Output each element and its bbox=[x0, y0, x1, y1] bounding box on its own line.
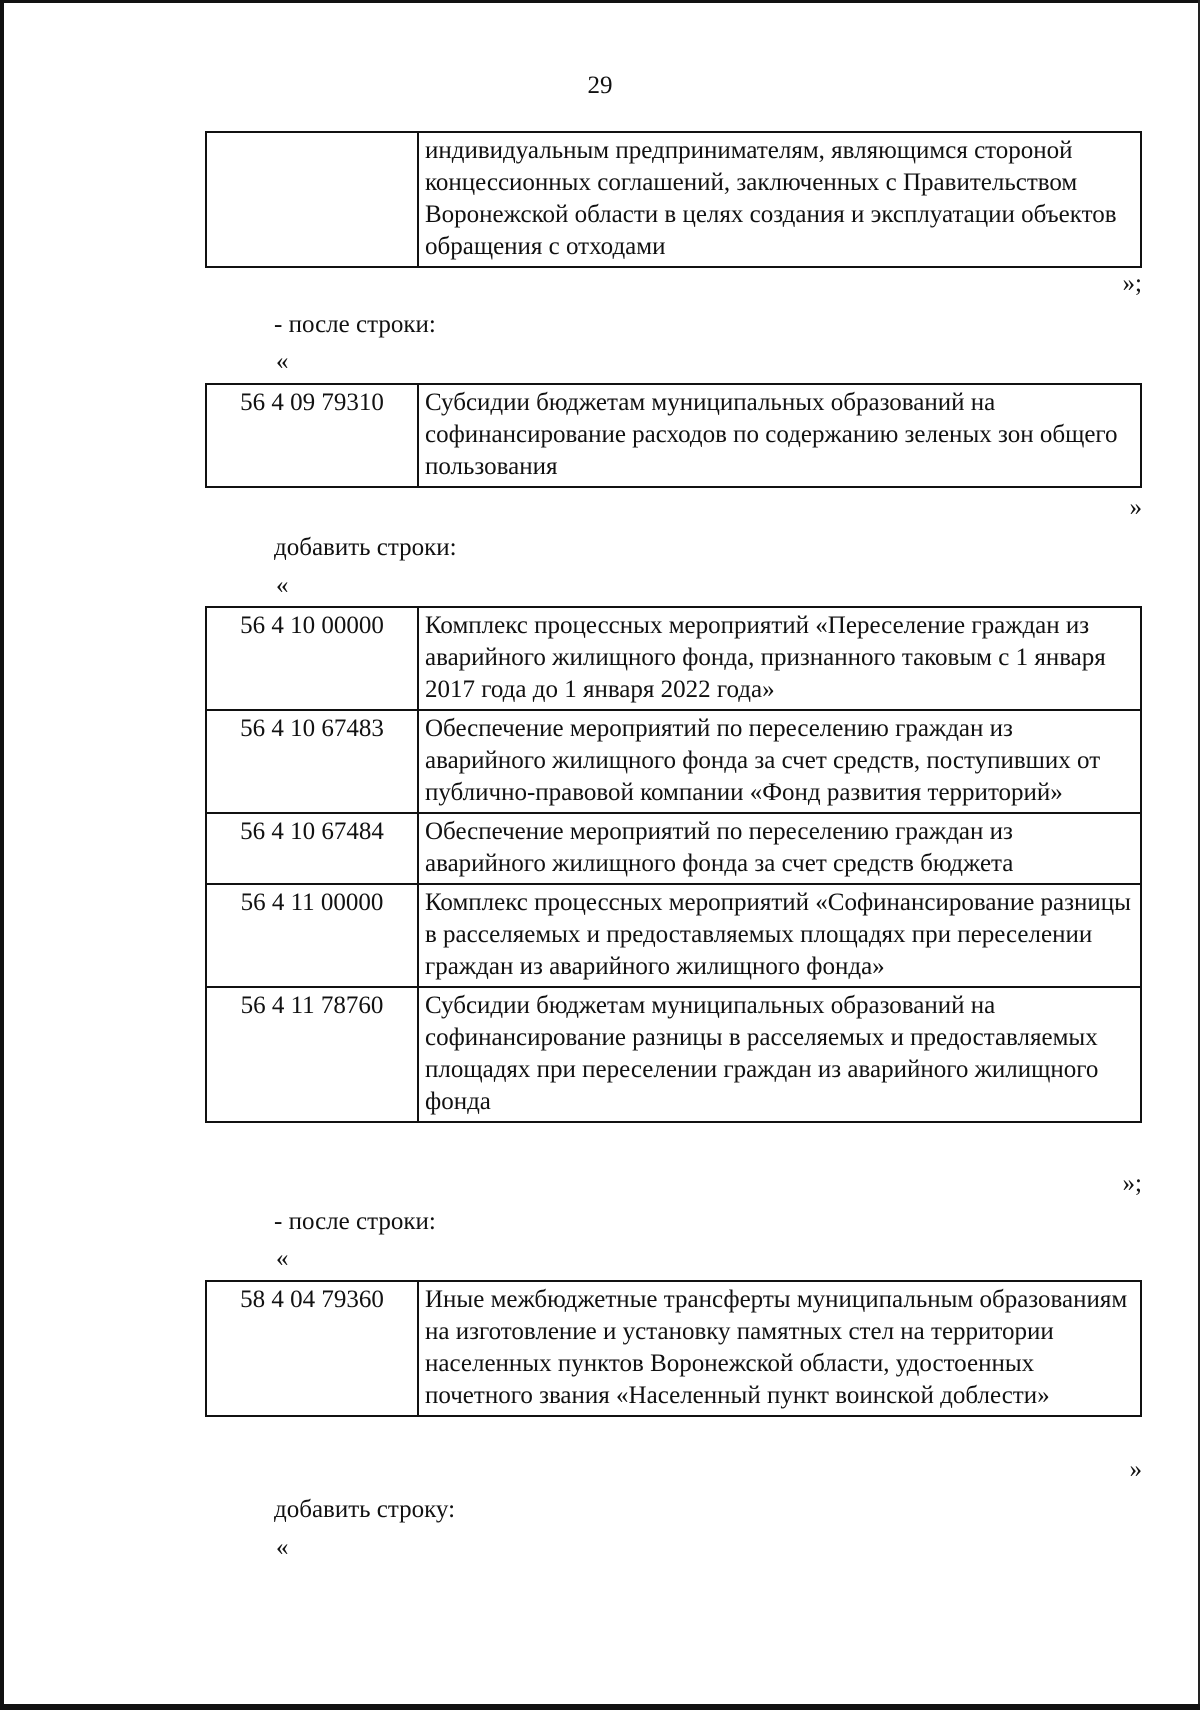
code-cell: 58 4 04 79360 bbox=[206, 1281, 418, 1416]
description-cell: Комплекс процессных мероприятий «Софинансирование разницы в расселяемых и предоставляемых площадях при переселении граждан из аварийного жилищного фонда» bbox=[418, 884, 1141, 987]
code-cell bbox=[206, 132, 418, 267]
opening-quote: « bbox=[276, 348, 289, 375]
description-cell: Иные межбюджетные трансферты муниципальным образованиям на изготовление и установку памятных стел на территории населенных пунктов Воронежской области, удостоенных почетного звания «Населенный пункт воинской доблести» bbox=[418, 1281, 1141, 1416]
scan-edge-left bbox=[0, 0, 4, 1710]
instruction-after-row: - после строки: bbox=[274, 1208, 436, 1235]
description-cell: Комплекс процессных мероприятий «Переселение граждан из аварийного жилищного фонда, признанного таковым с 1 января 2017 года до 1 января 2022 года» bbox=[418, 607, 1141, 710]
scan-edge-top bbox=[0, 0, 1200, 3]
table-row bbox=[206, 813, 1141, 884]
opening-quote: « bbox=[276, 1245, 289, 1272]
instruction-add-row: добавить строку: bbox=[274, 1496, 456, 1523]
table-row bbox=[206, 710, 1141, 813]
description-cell: индивидуальным предпринимателям, являющимся стороной концессионных соглашений, заключенных с Правительством Воронежской области в целях создания и эксплуатации объектов обращения с отходами bbox=[418, 132, 1141, 267]
scan-edge-bottom bbox=[0, 1704, 1200, 1710]
closing-quote: »; bbox=[1122, 1170, 1142, 1197]
code-cell: 56 4 11 78760 bbox=[206, 987, 418, 1122]
closing-quote: »; bbox=[1122, 270, 1142, 297]
code-cell: 56 4 10 67483 bbox=[206, 710, 418, 813]
table-row bbox=[206, 987, 1141, 1122]
table-row bbox=[206, 884, 1141, 987]
table-after-row-2 bbox=[205, 1280, 1142, 1417]
code-cell: 56 4 10 00000 bbox=[206, 607, 418, 710]
table-after-row-1 bbox=[205, 383, 1142, 488]
instruction-after-row: - после строки: bbox=[274, 311, 436, 338]
opening-quote: « bbox=[276, 572, 289, 599]
instruction-add-rows: добавить строки: bbox=[274, 534, 457, 561]
code-cell: 56 4 10 67484 bbox=[206, 813, 418, 884]
table-row bbox=[206, 1281, 1141, 1416]
closing-quote: » bbox=[1129, 1456, 1142, 1483]
page-number: 29 bbox=[587, 72, 613, 99]
table-row bbox=[206, 132, 1141, 267]
code-cell: 56 4 11 00000 bbox=[206, 884, 418, 987]
description-cell: Субсидии бюджетам муниципальных образований на софинансирование расходов по содержанию зеленых зон общего пользования bbox=[418, 384, 1141, 487]
table-row bbox=[206, 607, 1141, 710]
description-cell: Обеспечение мероприятий по переселению граждан из аварийного жилищного фонда за счет средств, поступивших от публично-правовой компании «Фонд развития территорий» bbox=[418, 710, 1141, 813]
code-cell: 56 4 09 79310 bbox=[206, 384, 418, 487]
description-cell: Обеспечение мероприятий по переселению граждан из аварийного жилищного фонда за счет средств бюджета bbox=[418, 813, 1141, 884]
description-cell: Субсидии бюджетам муниципальных образований на софинансирование разницы в расселяемых и предоставляемых площадях при переселении граждан из аварийного жилищного фонда bbox=[418, 987, 1141, 1122]
table-continuation bbox=[205, 131, 1142, 268]
table-added-rows bbox=[205, 606, 1142, 1123]
opening-quote: « bbox=[276, 1534, 289, 1561]
table-row bbox=[206, 384, 1141, 487]
closing-quote: » bbox=[1129, 494, 1142, 521]
